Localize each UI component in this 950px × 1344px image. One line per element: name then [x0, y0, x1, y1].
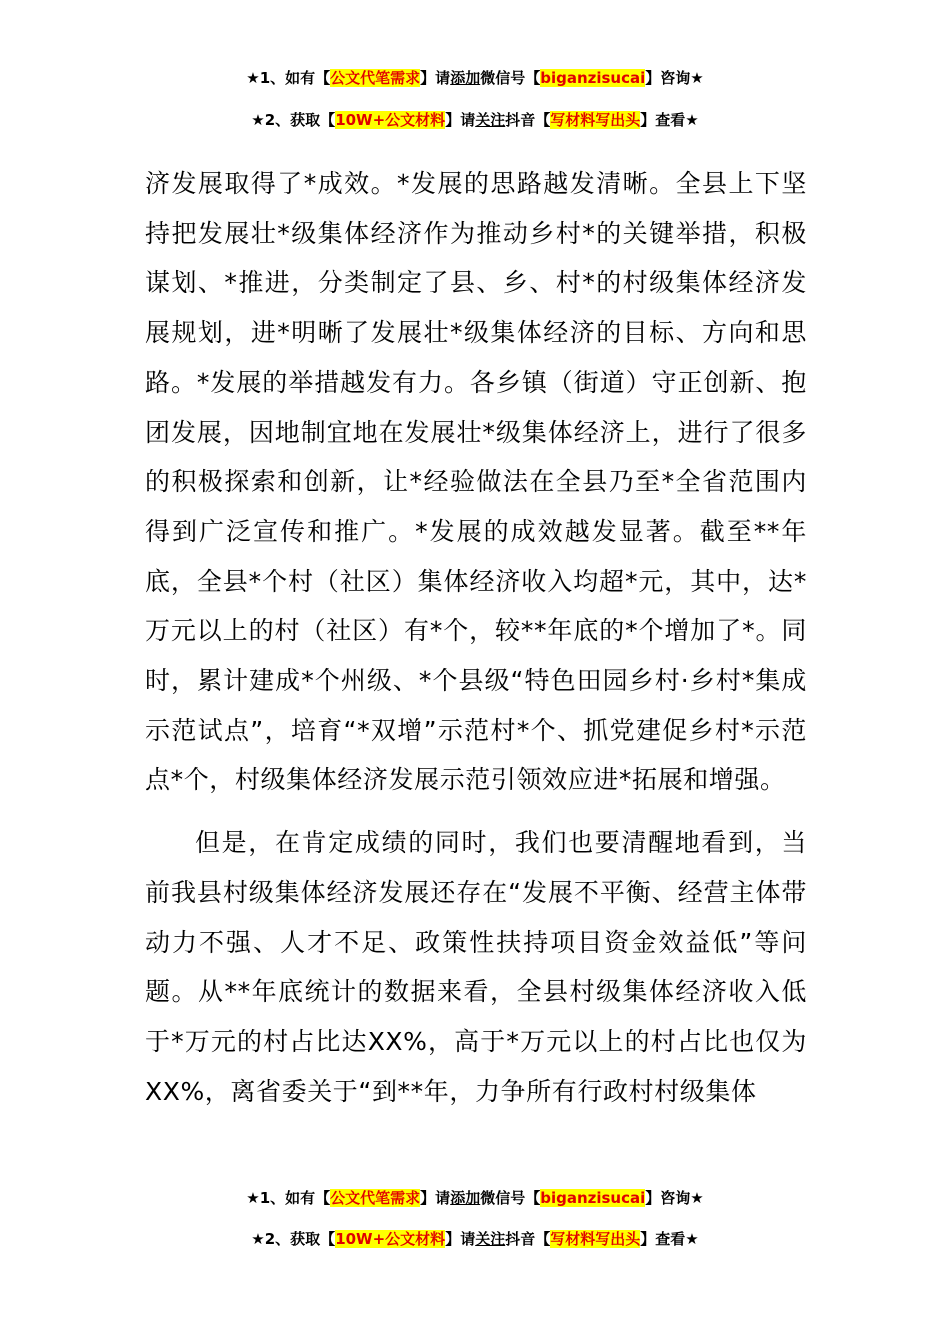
banner-suffix: 】咨询★: [645, 1189, 704, 1207]
document-body: [145, 159, 807, 1116]
banner-highlight: 10W+公文材料: [335, 1230, 446, 1248]
banner-highlight: 公文代笔需求: [330, 1189, 421, 1207]
banner-underline: 关注: [475, 1230, 506, 1248]
bottom-banner-2: [0, 1229, 950, 1249]
banner-text: 抖音【: [505, 111, 551, 129]
banner-highlight: 写材料写出头: [550, 111, 641, 129]
banner-prefix: ★1、如有【: [246, 69, 331, 87]
banner-suffix: 】查看★: [640, 111, 699, 129]
banner-prefix: ★2、获取【: [251, 111, 336, 129]
banner-text: 抖音【: [505, 1230, 551, 1248]
top-banner-2: [0, 110, 950, 130]
banner-underline: 添加: [450, 69, 481, 87]
banner-prefix: ★1、如有【: [246, 1189, 331, 1207]
banner-text: 微信号【: [480, 1189, 541, 1207]
banner-highlight: 公文代笔需求: [330, 69, 421, 87]
banner-highlight: 10W+公文材料: [335, 111, 446, 129]
bottom-banner-1: [0, 1188, 950, 1208]
banner-highlight: biganzisucai: [540, 69, 646, 87]
banner-text: 】请: [420, 69, 451, 87]
paragraph-2: 但是，在肯定成绩的同时，我们也要清醒地看到，当前我县村级集体经济发展还存在“发展不平衡、经营主体带动力不强、人才不足、政策性扶持项目资金效益低”等问题。从**年底统计的数据来看，全县村级集体经济收入低于*万元的村占比达XX%，高于*万元以上的村占比也仅为XX%，离省委关于“到**年，力争所有行政村村级集体: [145, 828, 807, 1106]
banner-text: 】请: [445, 111, 476, 129]
banner-text: 微信号【: [480, 69, 541, 87]
banner-prefix: ★2、获取【: [251, 1230, 336, 1248]
banner-highlight: biganzisucai: [540, 1189, 646, 1207]
banner-text: 】请: [445, 1230, 476, 1248]
banner-suffix: 】查看★: [640, 1230, 699, 1248]
top-banner-1: [0, 68, 950, 88]
banner-highlight: 写材料写出头: [550, 1230, 641, 1248]
paragraph-1: 济发展取得了*成效。*发展的思路越发清晰。全县上下坚持把发展壮*级集体经济作为推动乡村*的关键举措，积极谋划、*推进，分类制定了县、乡、村*的村级集体经济发展规划，进*明晰了发展壮*级集体经济的目标、方向和思路。*发展的举措越发有力。各乡镇（街道）守正创新、抱团发展，因地制宜地在发展壮*级集体经济上，进行了很多的积极探索和创新，让*经验做法在全县乃至*全省范围内得到广泛宣传和推广。*发展的成效越发显著。截至**年底，全县*个村（社区）集体经济收入均超*元，其中，达*万元以上的村（社区）有*个，较**年底的*个增加了*。同时，累计建成*个州级、*个县级“特色田园乡村·乡村*集成示范试点”，培育“*双增”示范村*个、抓党建促乡村*示范点*个，村级集体经济发展示范引领效应进*拓展和增强。: [145, 169, 807, 795]
banner-text: 】请: [420, 1189, 451, 1207]
banner-suffix: 】咨询★: [645, 69, 704, 87]
banner-underline: 添加: [450, 1189, 481, 1207]
banner-underline: 关注: [475, 111, 506, 129]
